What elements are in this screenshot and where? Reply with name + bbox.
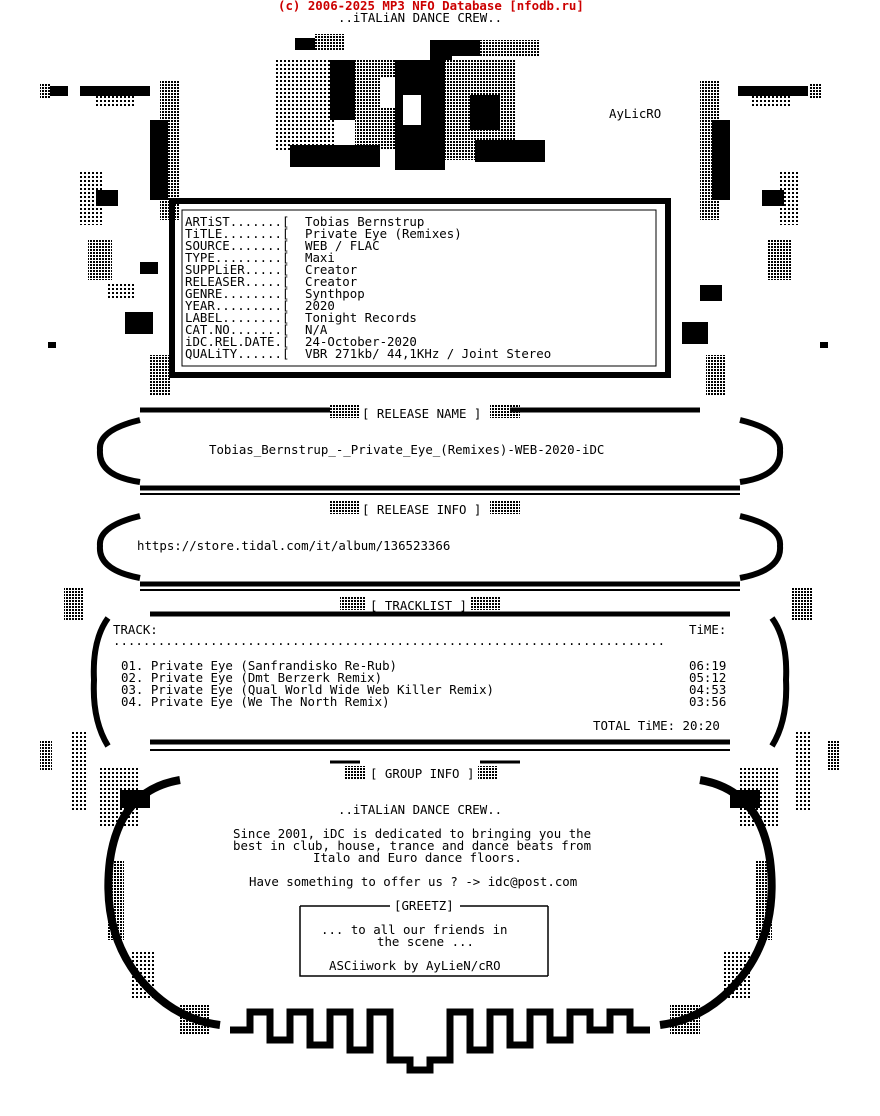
release-name-value: Tobias_Bernstrup_-_Private_Eye_(Remixes)-WEB-2020-iDC (209, 442, 605, 457)
group-description-line: Since 2001, iDC is dedicated to bringing you the (233, 826, 592, 841)
group-info-heading: [ GROUP INFO ] (370, 766, 475, 781)
greetz-line: the scene ... (377, 934, 474, 949)
release-details-keys (185, 216, 289, 360)
group-tagline: ..iTALiAN DANCE CREW.. (338, 802, 503, 817)
detail-key: ARTiST.......[ (185, 214, 290, 229)
track-time: 05:12 (689, 670, 727, 685)
time-column-header: TiME: (689, 622, 727, 637)
detail-key: TiTLE........[ (185, 226, 290, 241)
detail-value: Maxi (305, 250, 335, 265)
detail-value: Tobias Bernstrup (305, 214, 425, 229)
detail-value: Creator (305, 262, 358, 277)
copyright-banner: (c) 2006-2025 MP3 NFO Database [nfodb.ru] (278, 0, 584, 13)
release-details-values (305, 216, 551, 360)
release-info-heading: [ RELEASE INFO ] (362, 502, 482, 517)
right-ornament (670, 80, 840, 1035)
track-time: 03:56 (689, 694, 727, 709)
track-time: 06:19 (689, 658, 727, 673)
detail-key: RELEASER.....[ (185, 274, 290, 289)
ascii-credit: ASCiiwork by AyLieN/cRO (329, 958, 501, 973)
detail-key: LABEL........[ (185, 310, 290, 325)
group-contact: Have something to offer us ? -> idc@post.com (249, 874, 578, 889)
detail-key: CAT.NO.......[ (185, 322, 290, 337)
greetz-heading: [GREETZ] (394, 898, 454, 913)
detail-value: 24-October-2020 (305, 334, 417, 349)
track-time: 04:53 (689, 682, 727, 697)
crew-tagline: ..iTALiAN DANCE CREW.. (338, 10, 503, 25)
idc-logo (275, 34, 545, 170)
track-title: 03. Private Eye (Qual World Wide Web Killer Remix) (121, 682, 494, 697)
detail-value: WEB / FLAC (305, 238, 380, 253)
track-title: 01. Private Eye (Sanfrandisko Re-Rub) (121, 658, 398, 673)
detail-key: GENRE........[ (185, 286, 290, 301)
group-description-line: Italo and Euro dance floors. (313, 850, 522, 865)
group-description-line: best in club, house, trance and dance beats from (233, 838, 592, 853)
detail-value: N/A (305, 322, 328, 337)
detail-value: 2020 (305, 298, 335, 313)
tracklist-divider: .......................................................................... (113, 633, 666, 648)
track-title: 04. Private Eye (We The North Remix) (121, 694, 390, 709)
detail-value: Private Eye (Remixes) (305, 226, 462, 241)
art-signature: AyLicRO (609, 106, 662, 121)
release-info-url[interactable]: https://store.tidal.com/it/album/136523366 (137, 538, 451, 553)
release-name-heading: [ RELEASE NAME ] (362, 406, 482, 421)
detail-key: SOURCE.......[ (185, 238, 290, 253)
track-column-header: TRACK: (113, 622, 158, 637)
greetz-line: ... to all our friends in (321, 922, 508, 937)
detail-value: Creator (305, 274, 358, 289)
total-time: TOTAL TiME: 20:20 (593, 718, 720, 733)
detail-key: TYPE.........[ (185, 250, 290, 265)
detail-key: SUPPLiER.....[ (185, 262, 290, 277)
detail-key: QUALiTY......[ (185, 346, 290, 361)
detail-value: VBR 271kb/ 44,1KHz / Joint Stereo (305, 346, 552, 361)
detail-key: iDC.REL.DATE.[ (185, 334, 290, 349)
detail-value: Synthpop (305, 286, 365, 301)
track-title: 02. Private Eye (Dmt Berzerk Remix) (121, 670, 383, 685)
detail-value: Tonight Records (305, 310, 417, 325)
detail-key: YEAR.........[ (185, 298, 290, 313)
tracklist-heading: [ TRACKLIST ] (370, 598, 467, 613)
